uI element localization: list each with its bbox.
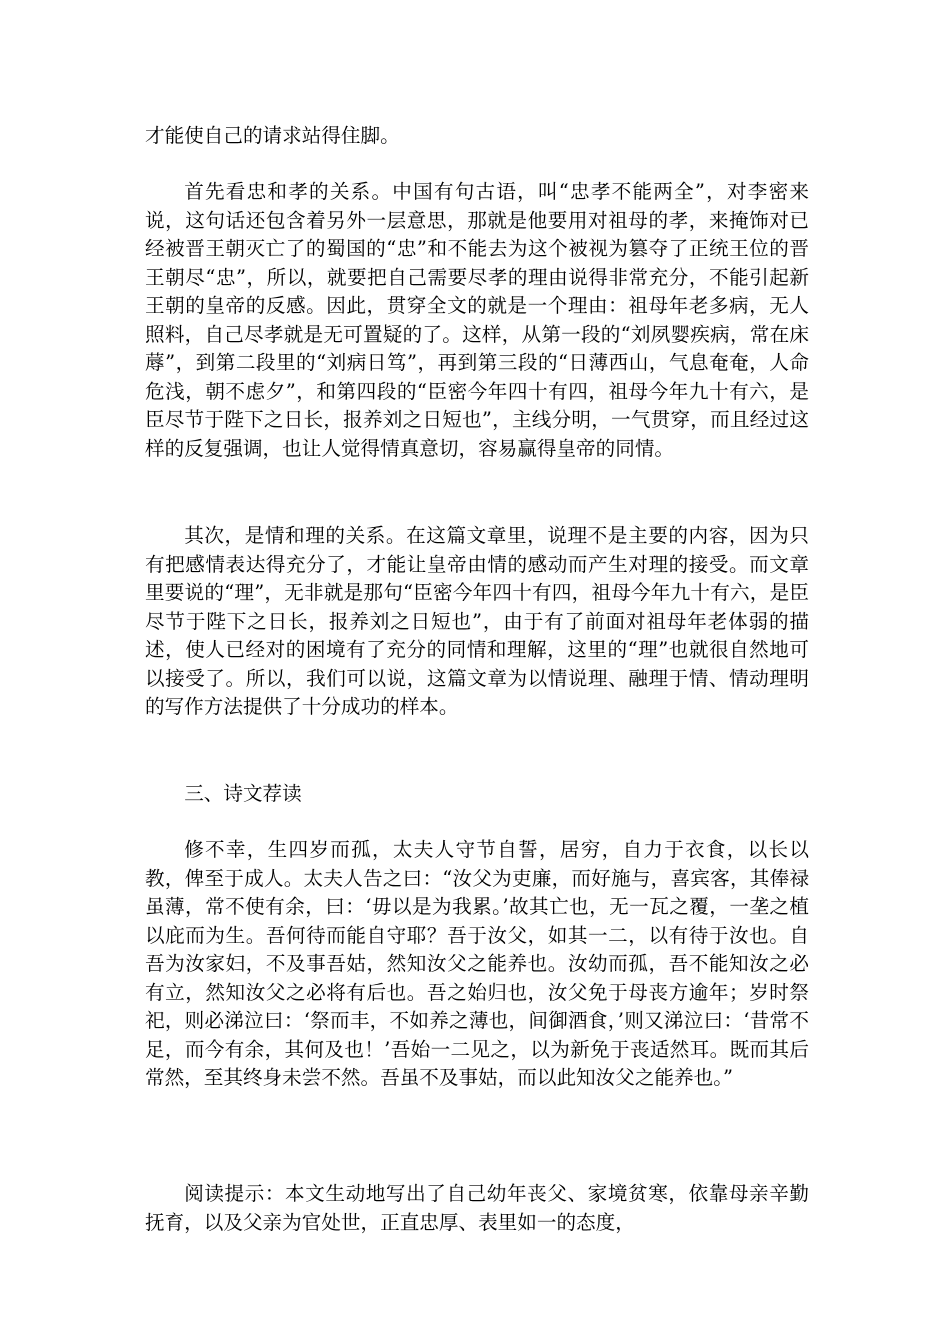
paragraph-reading-tip: 阅读提示：本文生动地写出了自己幼年丧父、家境贫寒，依靠母亲辛勤抚育，以及父亲为官处世，正直忠厚、表里如一的态度，	[145, 1182, 809, 1234]
section-heading-recommended-reading: 三、诗文荐读	[184, 782, 302, 805]
paragraph-loyalty-filial: 首先看忠和孝的关系。中国有句古语，叫“忠孝不能两全”，对李密来说，这句话还包含着另外一层意思，那就是他要用对祖母的孝，来掩饰对已经被晋王朝灭亡了的蜀国的“忠”和不能去为这个被视为篡夺了正统王位的晋王朝尽“忠”，所以，就要把自己需要尽孝的理由说得非常充分，不能引起新王朝的皇帝的反感。因此，贯穿全文的就是一个理由：祖母年老多病，无人照料，自己尽孝就是无可置疑的了。这样，从第一段的“刘夙婴疾病，常在床蓐”，到第二段里的“刘病日笃”，再到第三段的“日薄西山，气息奄奄，人命危浅，朝不虑夕”，和第四段的“臣密今年四十有四，祖母今年九十有六，是臣尽节于陛下之日长，报养刘之日短也”，主线分明，一气贯穿，而且经过这样的反复强调，也让人觉得情真意切，容易赢得皇帝的同情。	[145, 180, 809, 460]
paragraph-emotion-reason: 其次，是情和理的关系。在这篇文章里，说理不是主要的内容，因为只有把感情表达得充分了，才能让皇帝由情的感动而产生对理的接受。而文章里要说的“理”，无非就是那句“臣密今年四十有四，祖母今年九十有六，是臣尽节于陛下之日长，报养刘之日短也”，由于有了前面对祖母年老体弱的描述，使人已经对的困境有了充分的同情和理解，这里的“理”也就很自然地可以接受了。所以，我们可以说，这篇文章为以情说理、融理于情、情动理明的写作方法提供了十分成功的样本。	[145, 524, 809, 718]
paragraph-recommended-text: 修不幸，生四岁而孤，太夫人守节自誓，居穷，自力于衣食，以长以教，俾至于成人。太夫人告之曰：“汝父为吏廉，而好施与，喜宾客，其俸禄虽薄，常不使有余，曰：‘毋以是为我累。’故其亡也，无一瓦之覆，一垄之植以庇而为生。吾何待而能自守耶？吾于汝父，如其一二，以有待于汝也。自吾为汝家妇，不及事吾姑，然知汝父之能养也。汝幼而孤，吾不能知汝之必有立，然知汝父之必将有后也。吾之始归也，汝父免于母丧方逾年；岁时祭祀，则必涕泣曰：‘祭而丰，不如养之薄也，间御酒食，’则又涕泣曰：‘昔常不足，而今有余，其何及也！’吾始一二见之，以为新免于丧适然耳。既而其后常然，至其终身未尝不然。吾虽不及事姑，而以此知汝父之能养也。”	[145, 838, 809, 1089]
paragraph-continuation: 才能使自己的请求站得住脚。	[145, 124, 400, 147]
